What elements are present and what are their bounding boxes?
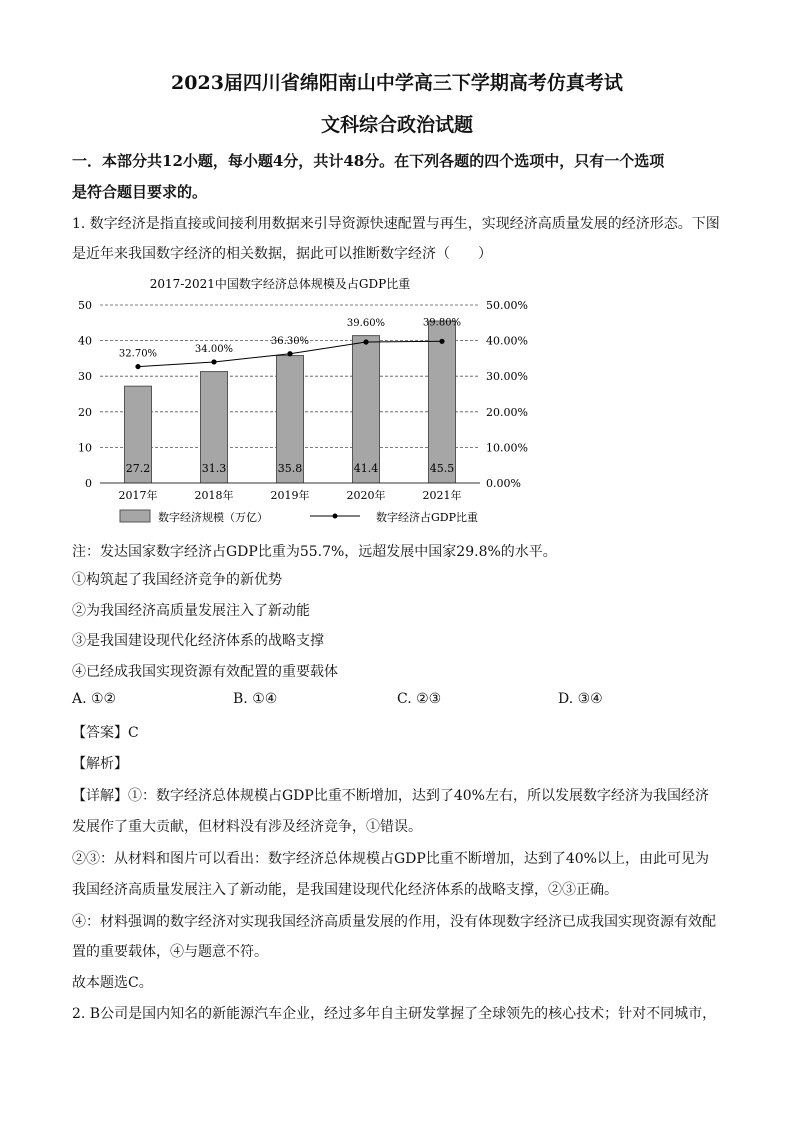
y-left-tick-label: 20 [78,405,92,419]
gdp-share-label: 39.80% [422,317,462,329]
q1-explain-line6: 置的重要载体，④与题意不符。 [72,944,268,960]
exam-title: 2023届四川省绵阳南山中学高三下学期高考仿真考试 [171,72,623,94]
y-right-tick-label: 10.00% [486,441,528,455]
legend-line-marker [333,514,338,519]
y-left-tick-label: 50 [78,299,92,312]
q1-option-c: C. ②③ [397,691,442,707]
q1-stem-line2: 是近年来我国数字经济的相关数据，据此可以推断数字经济（ ） [72,246,492,262]
section-instruction-line2: 是符合题目要求的。 [72,183,208,201]
y-right-tick-label: 0.00% [486,477,521,490]
x-tick-label: 2020年 [346,489,386,502]
x-tick-label: 2017年 [118,489,158,502]
q1-option-d: D. ③④ [558,691,603,707]
y-right-tick-label: 30.00% [486,370,528,384]
y-left-tick-label: 40 [78,334,92,348]
q1-explain-line2: 发展作了重大贡献，但材料没有涉及经济竞争，①错误。 [72,819,422,835]
legend-bar-swatch [120,510,150,522]
y-left-tick-label: 30 [78,370,92,384]
y-right-tick-label: 40.00% [486,334,528,348]
q1-note: 注：发达国家数字经济占GDP比重为55.7%，远超发展中国家29.8%的水平。 [72,544,557,560]
chart-title: 2017-2021中国数字经济总体规模及占GDP比重 [149,277,411,291]
gdp-share-point [363,339,368,344]
q1-option-b: B. ①④ [233,691,278,707]
gdp-share-label: 32.70% [118,348,158,360]
q1-stem-line1: 1. 数字经济是指直接或间接利用数据来引导资源快速配置与再生，实现经济高质量发展的经济形态。下图 [72,216,720,232]
y-right-tick-label: 20.00% [486,405,528,419]
q1-explain-line3: ②③：从材料和图片可以看出：数字经济总体规模占GDP比重不断增加，达到了40%以上，由此可见为 [72,851,709,867]
gdp-share-label: 34.00% [194,343,234,355]
q1-item-2: ②为我国经济高质量发展注入了新动能 [72,603,310,619]
y-left-tick-label: 10 [78,441,92,455]
q1-item-4: ④已经成我国实现资源有效配置的重要载体 [72,664,338,680]
q1-explain-line5: ④：材料强调的数字经济对实现我国经济高质量发展的作用，没有体现数字经济已成我国实现资源有效配 [72,914,716,930]
bar-value-label: 45.5 [429,462,455,475]
q2-stem-line1: 2. B公司是国内知名的新能源汽车企业，经过多年自主研发掌握了全球领先的核心技术；针对不同城市， [72,1006,717,1022]
q1-explain-line4: 我国经济高质量发展注入了新动能，是我国建设现代化经济体系的战略支撑，②③正确。 [72,882,618,898]
x-tick-label: 2021年 [422,489,462,502]
legend-bar-label: 数字经济规模（万亿） [158,511,268,524]
q1-answer: 【答案】C [72,725,139,741]
section-instruction-line1: 一．本部分共12小题，每小题4分，共计48分。在下列各题的四个选项中，只有一个选项 [72,152,665,170]
gdp-share-point [287,351,292,356]
gdp-share-point [211,359,216,364]
bar-value-label: 41.4 [353,462,379,475]
q1-explain-line1: 【详解】①：数字经济总体规模占GDP比重不断增加，达到了40%左右，所以发展数字经济为我国经济 [72,788,709,804]
gdp-share-point [439,339,444,344]
legend-line-label: 数字经济占GDP比重 [376,511,479,524]
chart-legend [120,510,478,524]
digital-economy-chart [60,268,540,530]
bar-value-label: 31.3 [201,462,227,475]
bar-value-label: 27.2 [125,462,151,475]
bar [353,336,380,483]
gdp-share-point [135,364,140,369]
y-right-tick-label: 50.00% [486,299,528,312]
x-tick-label: 2018年 [194,489,234,502]
q1-option-a: A. ①② [72,691,117,707]
q1-item-1: ①构筑起了我国经济竞争的新优势 [72,572,282,588]
bar-value-label: 35.8 [277,462,303,475]
gdp-share-label: 39.60% [346,318,386,330]
q1-analysis-label: 【解析】 [72,756,128,772]
gdp-share-label: 36.30% [270,335,310,347]
q1-conclusion: 故本题选C。 [72,975,153,991]
y-left-tick-label: 0 [85,477,92,490]
x-tick-label: 2019年 [270,489,310,502]
q1-item-3: ③是我国建设现代化经济体系的战略支撑 [72,633,324,649]
exam-subtitle: 文科综合政治试题 [320,114,473,136]
bar [429,321,456,483]
